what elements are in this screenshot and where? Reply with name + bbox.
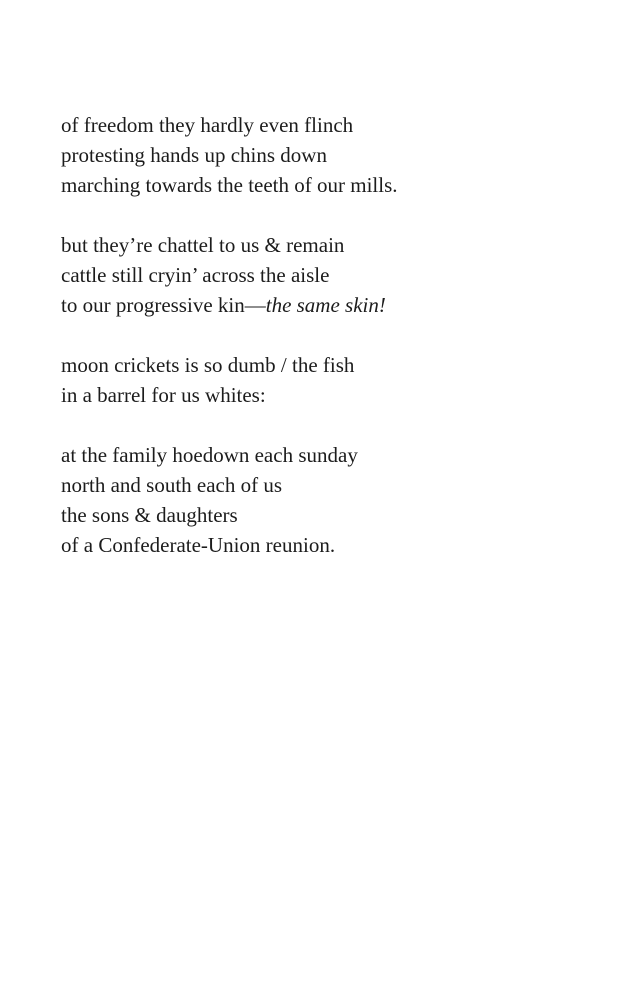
stanza-2 [61, 230, 581, 320]
poem-line: of a Confederate-Union reunion. [61, 533, 336, 557]
poem-line: of freedom they hardly even flinch [61, 113, 354, 137]
poem-line-roman-part: to our progressive kin— [61, 293, 266, 317]
stanza-4 [61, 440, 581, 560]
poem-body [61, 110, 581, 590]
stanza-1 [61, 110, 581, 200]
poem-line: in a barrel for us whites: [61, 383, 266, 407]
poem-line: cattle still cryin’ across the aisle [61, 263, 330, 287]
stanza-3 [61, 350, 581, 410]
poem-line: at the family hoedown each sunday [61, 443, 358, 467]
poem-line: protesting hands up chins down [61, 143, 327, 167]
poem-line: but they’re chattel to us & remain [61, 233, 345, 257]
poem-line: marching towards the teeth of our mills. [61, 173, 398, 197]
poem-line: moon crickets is so dumb / the fish [61, 353, 355, 377]
poem-line-mixed [61, 290, 581, 320]
poem-line-italic-part: the same skin! [265, 293, 386, 317]
poem-line: the sons & daughters [61, 503, 238, 527]
poem-line: north and south each of us [61, 473, 283, 497]
